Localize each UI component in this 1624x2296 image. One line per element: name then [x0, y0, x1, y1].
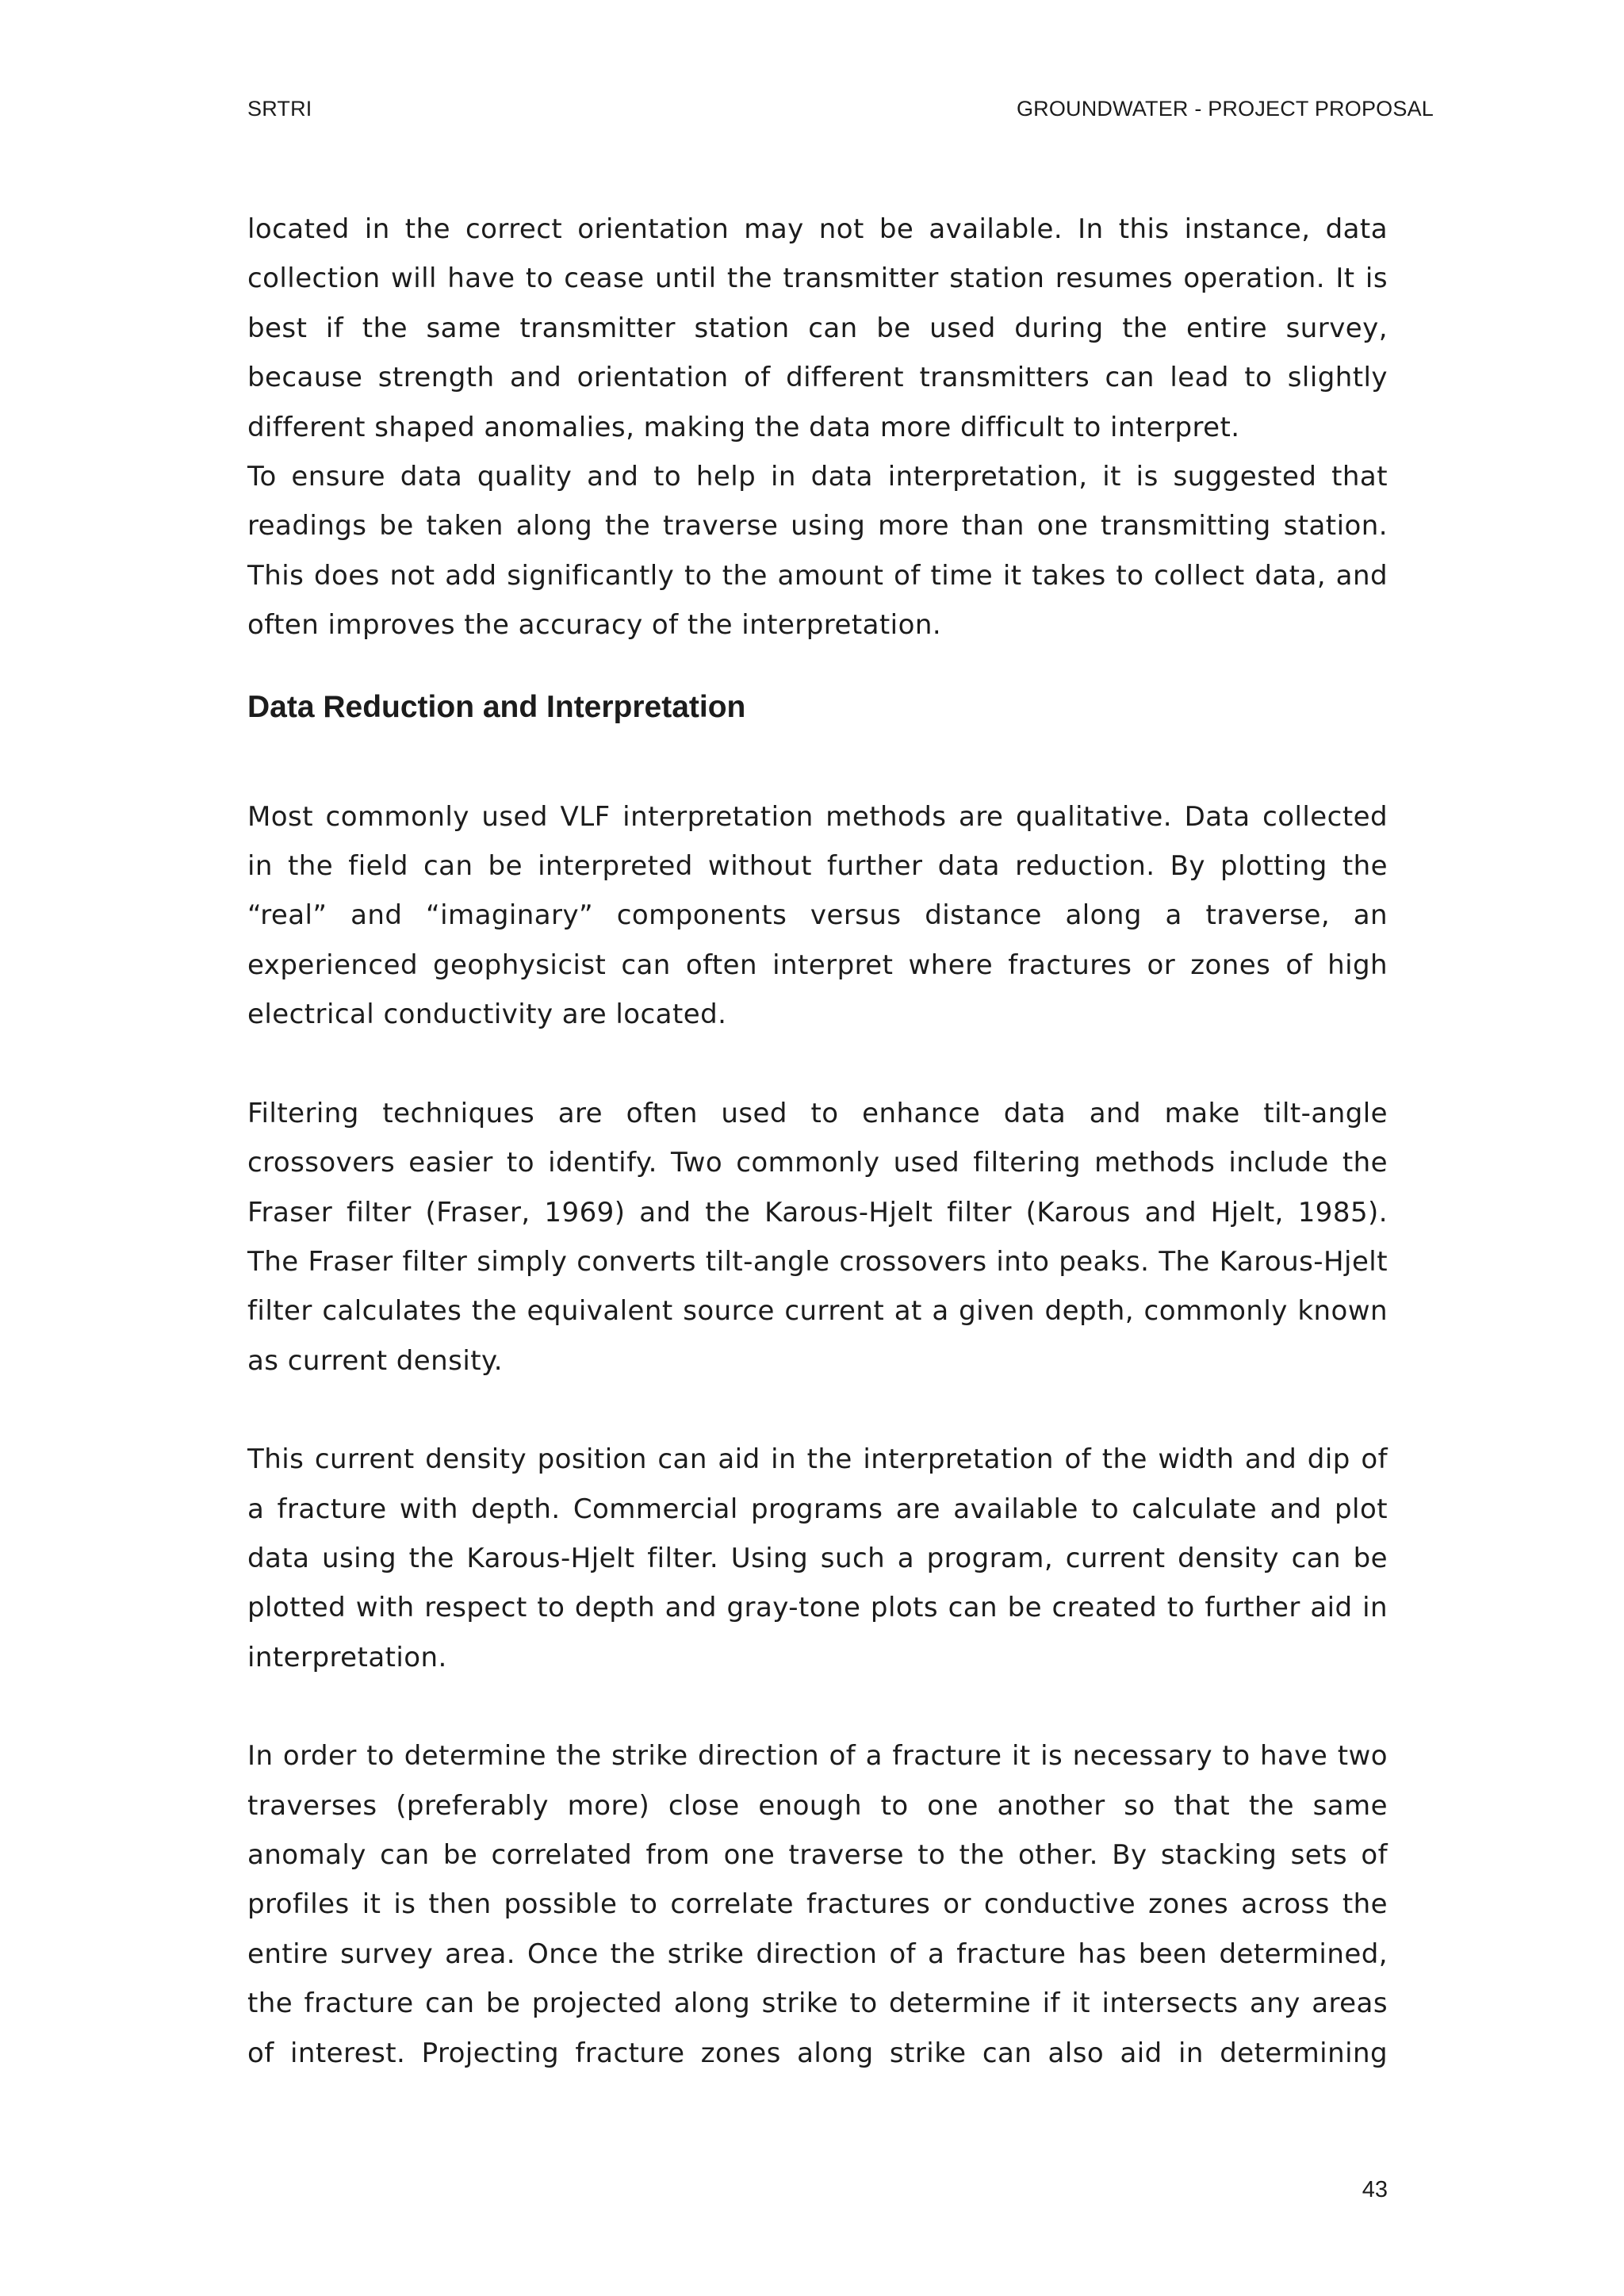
paragraph-current-density: This current density position can aid in the interpretation of the width and dip of a fracture with depth. Commercial programs are available to calculate and plot data using the Karous-Hjelt filter. Using such a program, current density can be plotted with respect to depth and gray-tone plots can be created to further aid in interpretation.	[247, 1443, 1388, 1673]
paragraph-data-quality: To ensure data quality and to help in data interpretation, it is suggested that readings be taken along the traverse using more than one transmitting station. This does not add significantly to the amount of time it takes to collect data, and often improves the accuracy of the interpretation.	[247, 461, 1388, 642]
header-organization: SRTRI	[247, 97, 312, 121]
header-document-title: GROUNDWATER - PROJECT PROPOSAL	[1016, 97, 1434, 121]
section-heading: Data Reduction and Interpretation	[247, 689, 746, 724]
paragraph-strike-direction: In order to determine the strike direction of a fracture it is necessary to have two traverses (preferably more) close enough to one another so that the same anomaly can be correlated from one traverse to the other. By stacking sets of profiles it is then possible to correlate fractures or conductive zones across the entire survey area. Once the strike direction of a fracture has been determined, the fracture can be projected along strike to determine if it intersects any areas of interest. Projecting fracture zones along strike can also aid in determining	[247, 1740, 1388, 2069]
body-text	[247, 205, 1388, 2078]
paragraph-transmitter-orientation: located in the correct orientation may not be available. In this instance, data collection will have to cease until the transmitter station resumes operation. It is best if the same transmitter station can be used during the entire survey, because strength and orientation of different transmitters can lead to slightly different shaped anomalies, making the data more difficult to interpret.	[247, 213, 1388, 443]
running-header	[247, 97, 1434, 128]
paragraph-filtering-techniques: Filtering techniques are often used to enhance data and make tilt-angle crossovers easier to identify. Two commonly used filtering methods include the Fraser filter (Fraser, 1969) and the Karous-Hjelt filter (Karous and Hjelt, 1985). The Fraser filter simply converts tilt-angle crossovers into peaks. The Karous-Hjelt filter calculates the equivalent source current at a given depth, commonly known as current density.	[247, 1097, 1388, 1377]
page-number: 43	[1362, 2177, 1388, 2202]
paragraph-interpretation-methods: Most commonly used VLF interpretation methods are qualitative. Data collected in the field can be interpreted without further data reduction. By plotting the “real” and “imaginary” components versus distance along a traverse, an experienced geophysicist can often interpret where fractures or zones of high electrical conductivity are located.	[247, 800, 1388, 1031]
